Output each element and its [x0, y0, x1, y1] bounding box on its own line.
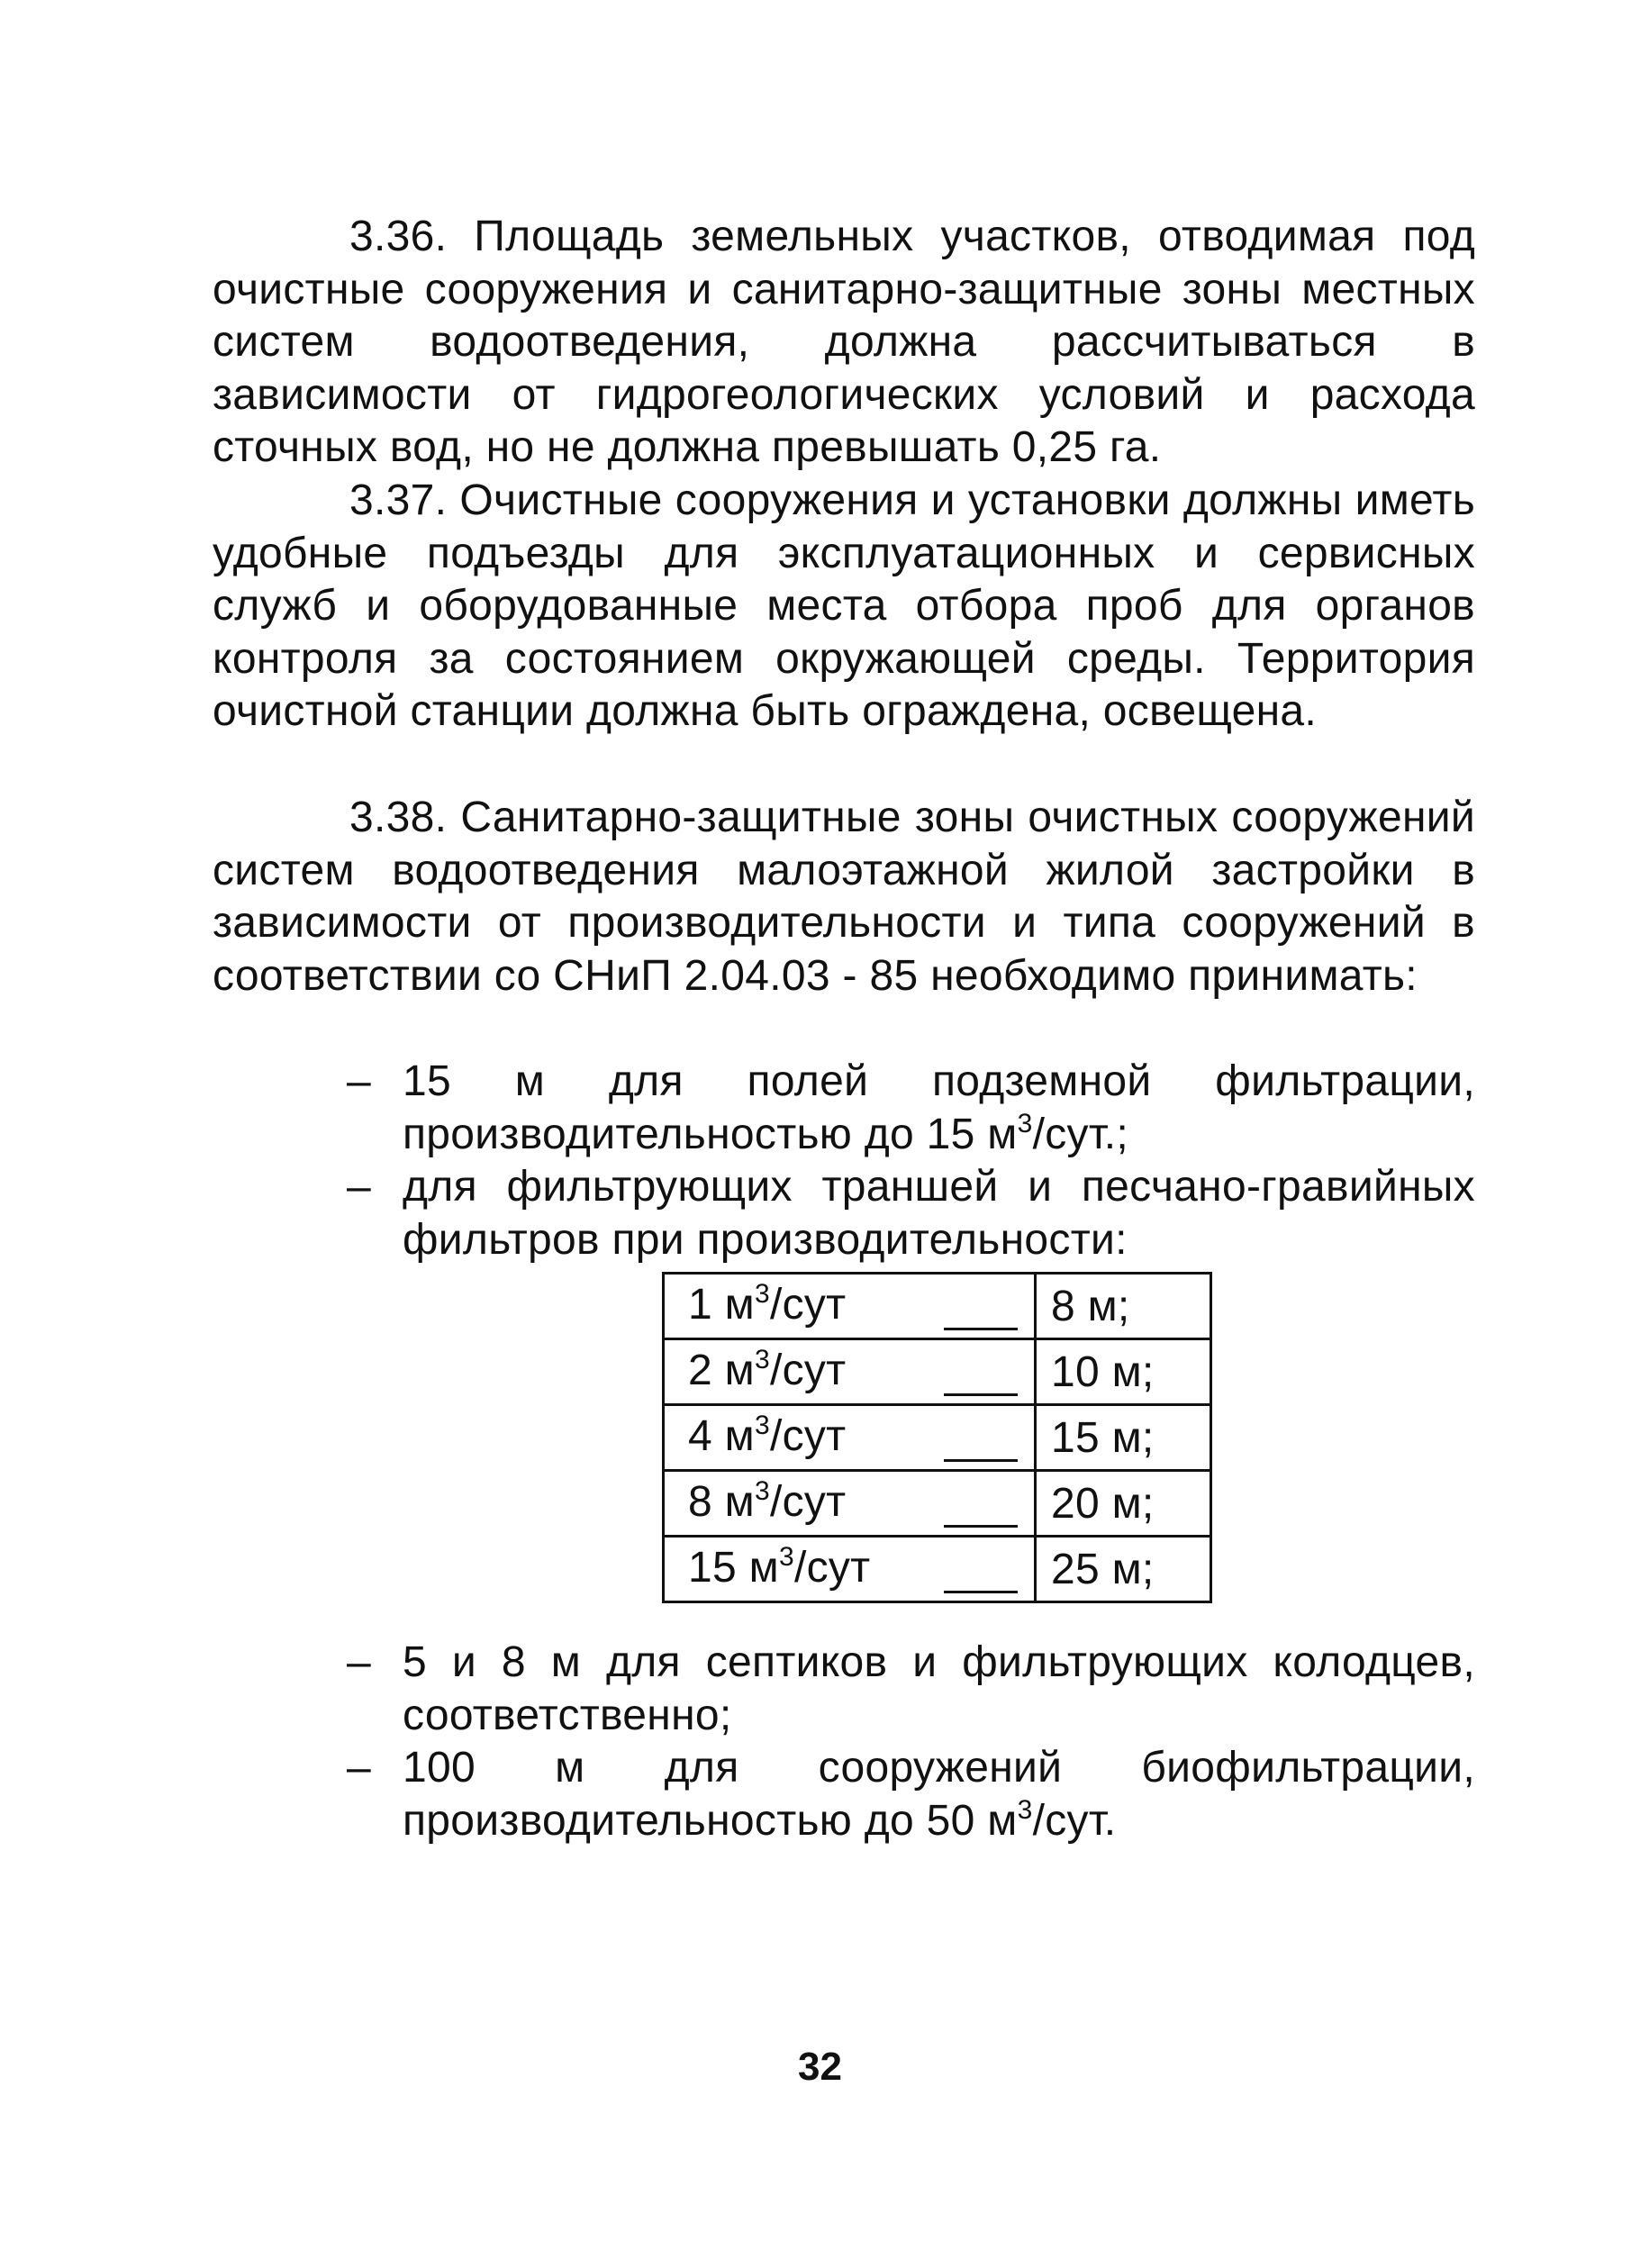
- superscript: 3: [754, 1279, 770, 1309]
- superscript: 3: [778, 1542, 794, 1572]
- dash-rule: [944, 1328, 1018, 1330]
- table-row: [664, 1405, 1211, 1471]
- flow-unit: /сут: [769, 1347, 847, 1394]
- distance-cell: 25 м;: [1036, 1537, 1211, 1602]
- paragraph-3-37: [213, 475, 1475, 739]
- flow-value: [688, 1346, 846, 1395]
- dash-rule: [944, 1525, 1018, 1528]
- flow-amount: 1 м: [688, 1281, 755, 1329]
- list-item-biofiltration: [347, 1742, 1475, 1847]
- dash-rule: [944, 1459, 1018, 1462]
- table-row: [664, 1274, 1211, 1339]
- flow-unit: /сут: [769, 1412, 847, 1460]
- dash-bullet: –: [347, 1744, 371, 1792]
- flow-cell: [664, 1537, 1036, 1602]
- flow-value: [688, 1477, 846, 1527]
- flow-value: [688, 1543, 870, 1592]
- dash-bullet: –: [347, 1638, 371, 1686]
- flow-unit: /сут: [769, 1281, 847, 1329]
- distance-table: [662, 1272, 1212, 1603]
- list-item-text-unit: /сут.;: [1032, 1110, 1129, 1158]
- dash-bullet: –: [347, 1163, 371, 1211]
- list-item-filter-trenches: [347, 1161, 1475, 1266]
- flow-amount: 8 м: [688, 1478, 755, 1526]
- flow-value: [688, 1411, 846, 1461]
- superscript: 3: [754, 1345, 770, 1374]
- flow-unit: /сут: [769, 1478, 847, 1526]
- paragraph-3-38: [213, 792, 1475, 1002]
- paragraph-3-37-text: 3.37. Очистные сооружения и установки должны иметь удобные подъезды для эксплуатационных и сервисных служб и оборудованные места отбора проб для органов контроля за состоянием окружающей среды. Территория очистной станции должна быть ограждена, освещена.: [213, 476, 1475, 735]
- flow-cell: [664, 1405, 1036, 1471]
- table-row: [664, 1471, 1211, 1537]
- paragraph-3-36-text: 3.36. Площадь земельных участков, отводимая под очистные сооружения и санитарно-защитные зоны местных систем водоотведения, должна рассчитываться в зависимости от гидрогеологических условий и расхода сточных вод, но не должна превышать 0,25 га.: [213, 213, 1475, 471]
- dash-rule: [944, 1591, 1018, 1593]
- list-item-text-main: 100 м для сооружений биофильтрации, производительностью до 50 м: [403, 1744, 1475, 1845]
- list-item-septic-tanks: [347, 1637, 1475, 1742]
- flow-amount: 2 м: [688, 1347, 755, 1394]
- table-row: [664, 1537, 1211, 1602]
- flow-value: [688, 1280, 846, 1329]
- table-row: [664, 1339, 1211, 1405]
- list-item-text: [403, 1742, 1475, 1847]
- distance-cell: 8 м;: [1036, 1274, 1211, 1339]
- distance-table-body: [664, 1274, 1211, 1602]
- list-item-text-main: 15 м для полей подземной фильтрации, производительностью до 15 м: [403, 1057, 1475, 1158]
- superscript: 3: [1017, 1108, 1033, 1139]
- flow-cell: [664, 1339, 1036, 1405]
- distance-cell: 15 м;: [1036, 1405, 1211, 1471]
- list-item-text: [403, 1056, 1475, 1161]
- flow-amount: 4 м: [688, 1412, 755, 1460]
- page-number: 32: [798, 2045, 842, 2089]
- flow-cell: [664, 1471, 1036, 1537]
- list-item-text-unit: /сут.: [1032, 1796, 1117, 1845]
- superscript: 3: [1017, 1794, 1033, 1825]
- flow-cell: [664, 1274, 1036, 1339]
- dash-bullet: –: [347, 1057, 371, 1105]
- superscript: 3: [754, 1476, 770, 1506]
- list-item-underground-filtration: [347, 1056, 1475, 1161]
- distance-cell: 20 м;: [1036, 1471, 1211, 1537]
- flow-unit: /сут: [793, 1544, 871, 1592]
- superscript: 3: [754, 1411, 770, 1440]
- paragraph-3-36: [213, 211, 1475, 475]
- dash-rule: [944, 1393, 1018, 1396]
- distance-cell: 10 м;: [1036, 1339, 1211, 1405]
- list-item-text: 5 и 8 м для септиков и фильтрующих колодцев, соответственно;: [403, 1638, 1475, 1739]
- list-item-text: для фильтрующих траншей и песчано-гравийных фильтров при производительности:: [403, 1163, 1475, 1264]
- paragraph-3-38-text: 3.38. Санитарно-защитные зоны очистных сооружений систем водоотведения малоэтажной жилой застройки в зависимости от производительности и типа сооружений в соответствии со СНиП 2.04.03 - 85 необходимо принимать:: [213, 794, 1475, 1000]
- flow-amount: 15 м: [688, 1544, 779, 1592]
